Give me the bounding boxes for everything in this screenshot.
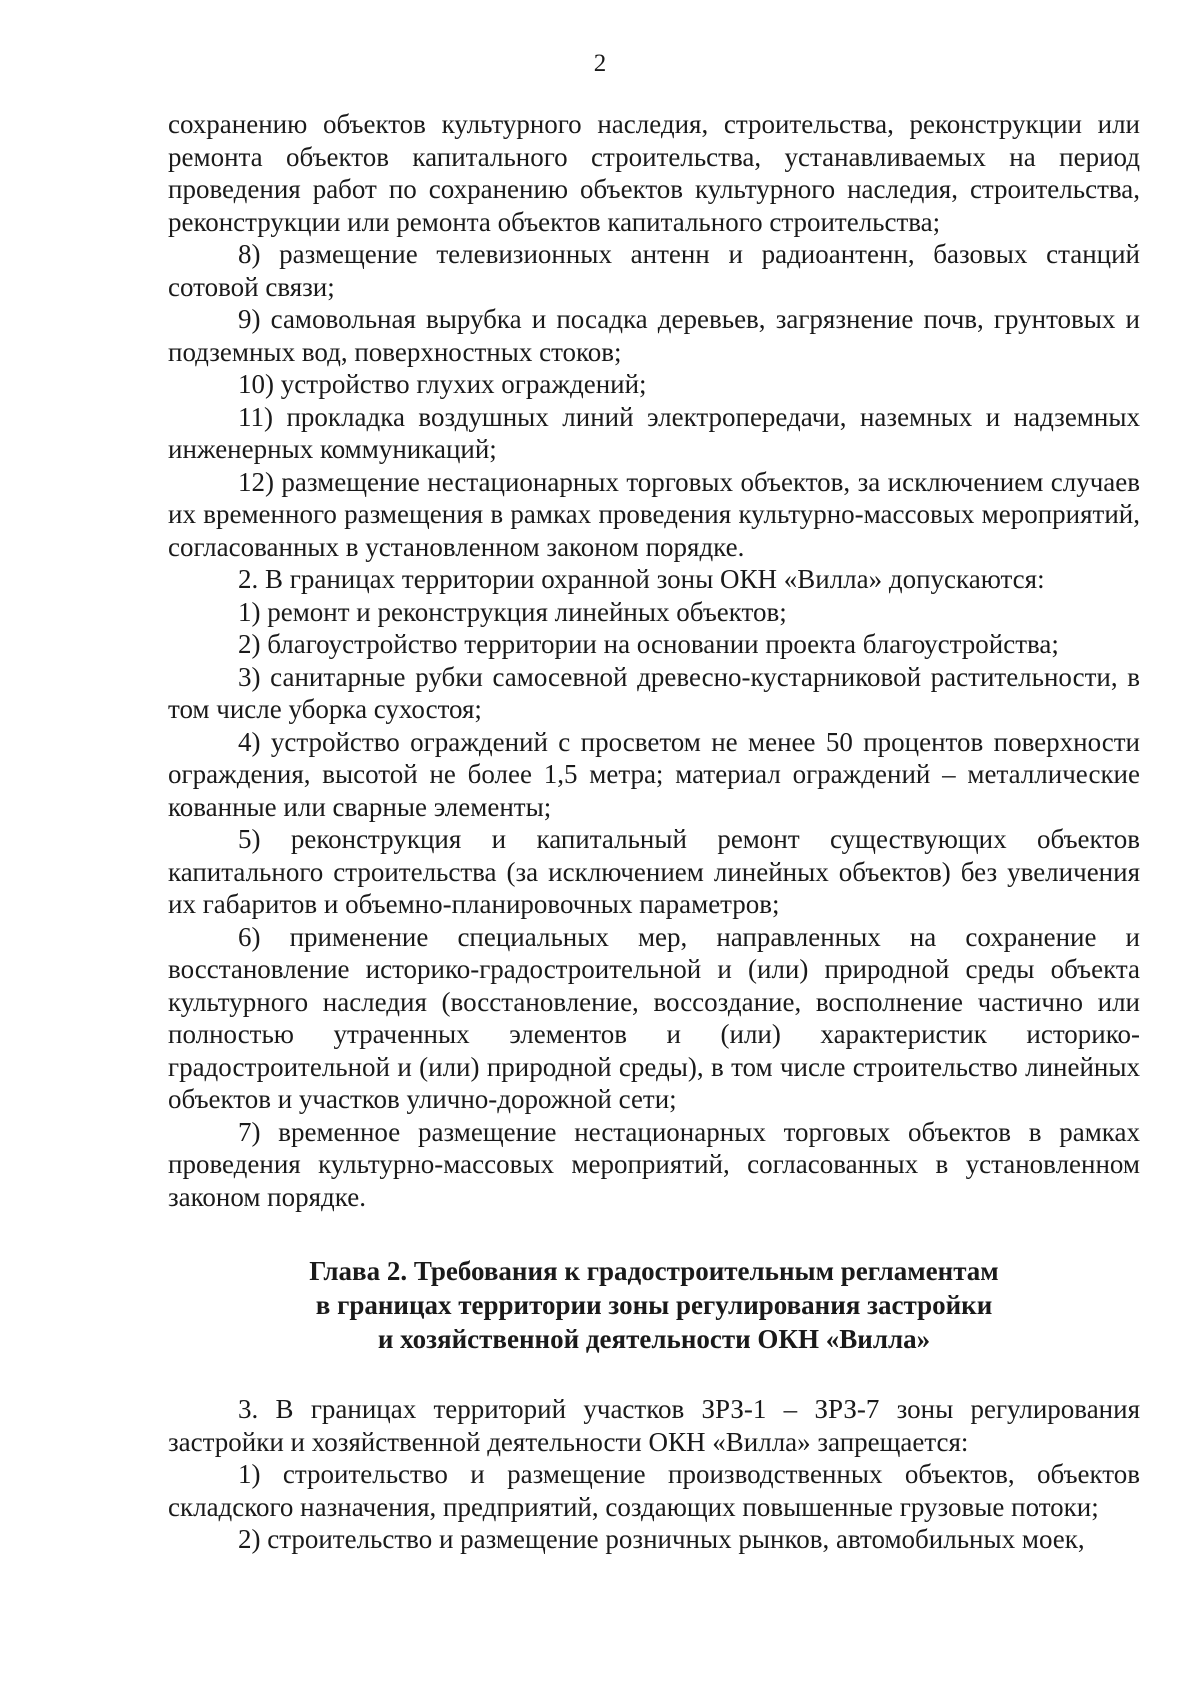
- section-paragraph: 2. В границах территории охранной зоны ОКН «Вилла» допускаются:: [238, 564, 1045, 594]
- list-item: 5) реконструкция и капитальный ремонт существующих объектов капитального строительства (за исключением линейных объектов) без увеличения их габаритов и объемно-планировочных параметров;: [168, 824, 1140, 919]
- chapter-heading: [168, 1254, 1140, 1356]
- list-item: 3) санитарные рубки самосевной древесно-кустарниковой растительности, в том числе уборка сухостоя;: [168, 661, 1140, 724]
- section-paragraph: 3. В границах территорий участков ЗРЗ-1 – ЗРЗ-7 зоны регулирования застройки и хозяйственной деятельности ОКН «Вилла» запрещается:: [168, 1394, 1140, 1457]
- list-item: 4) устройство ограждений с просветом не менее 50 процентов поверхности ограждения, высотой не более 1,5 метра; материал ограждений – металлические кованные или сварные элементы;: [168, 726, 1140, 822]
- list-item: 2) строительство и размещение розничных рынков, автомобильных моек,: [238, 1524, 1085, 1554]
- page-number: 2: [593, 50, 607, 77]
- list-item: 2) благоустройство территории на основании проекта благоустройства;: [238, 629, 1059, 659]
- chapter-heading-line: Глава 2. Требования к градостроительным регламентам: [309, 1256, 999, 1286]
- list-item: 8) размещение телевизионных антенн и радиоантенн, базовых станций сотовой связи;: [168, 239, 1140, 302]
- list-item: 12) размещение нестационарных торговых объектов, за исключением случаев их временного размещения в рамках проведения культурно-массовых мероприятий, согласованных в установленном законом порядке.: [168, 466, 1140, 562]
- list-item: 9) самовольная вырубка и посадка деревьев, загрязнение почв, грунтовых и подземных вод, поверхностных стоков;: [168, 304, 1140, 367]
- chapter-heading-line: в границах территории зоны регулирования застройки: [315, 1290, 993, 1320]
- list-item: 11) прокладка воздушных линий электропередачи, наземных и надземных инженерных коммуникаций;: [168, 401, 1140, 464]
- list-item: 1) строительство и размещение производственных объектов, объектов складского назначения, предприятий, создающих повышенные грузовые потоки;: [168, 1459, 1140, 1522]
- paragraph: сохранению объектов культурного наследия, строительства, реконструкции или ремонта объектов капитального строительства, устанавливаемых на период проведения работ по сохранению объектов культурного наследия, строительства, реконструкции или ремонта объектов капитального строительства;: [168, 109, 1140, 237]
- list-item: 10) устройство глухих ограждений;: [238, 369, 647, 399]
- chapter-heading-line: и хозяйственной деятельности ОКН «Вилла»: [377, 1324, 931, 1354]
- list-item: 6) применение специальных мер, направленных на сохранение и восстановление историко-градостроительной и (или) природной среды объекта культурного наследия (восстановление, воссоздание, восполнение частично или полностью утраченных элементов и (или) характеристик историко-градостроительной и (или) природной среды), в том числе строительство линейных объектов и участков улично-дорожной сети;: [168, 921, 1140, 1114]
- list-item: 7) временное размещение нестационарных торговых объектов в рамках проведения культурно-массовых мероприятий, согласованных в установленном законом порядке.: [168, 1116, 1140, 1212]
- list-item: 1) ремонт и реконструкция линейных объектов;: [238, 596, 787, 627]
- document-body: [168, 108, 1140, 1556]
